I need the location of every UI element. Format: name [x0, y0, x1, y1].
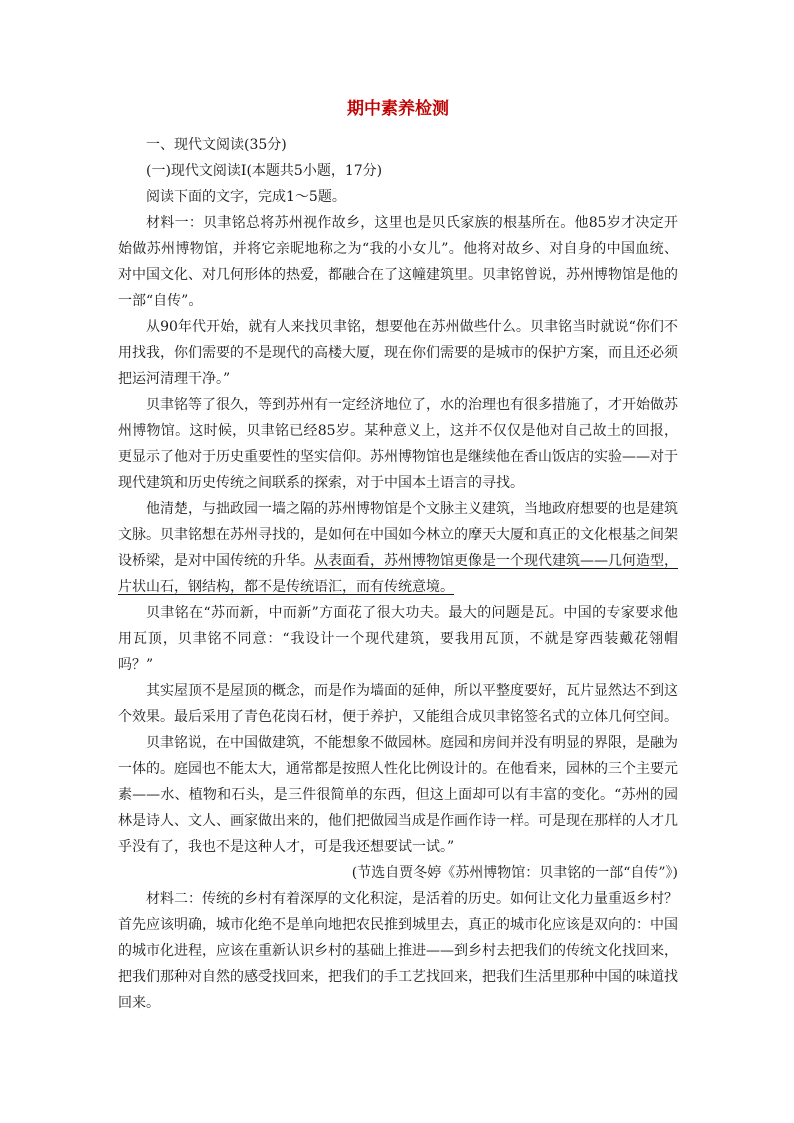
paragraph-material-2: 材料二：传统的乡村有着深厚的文化积淀，是活着的历史。如何让文化力量重返乡村？首先应该明确，城市化绝不是单向地把农民推到城里去，真正的城市化应该是双向的：中国的城市化进程，应该在重新认识乡村的基础上推进——到乡村去把我们的传统文化找回来，把我们那种对自然的感受找回来，把我们的手工艺找回来，把我们生活里那种中国的味道找回来。	[118, 891, 678, 1011]
paragraph-5: 贝聿铭在“苏而新，中而新”方面花了很大功夫。最大的问题是瓦。中国的专家要求他用瓦顶，贝聿铭不同意：“我设计一个现代建筑，要我用瓦顶，不就是穿西装戴花翎帽吗？”	[118, 605, 678, 673]
paragraph-4	[118, 496, 678, 600]
page-title: 期中素养检测	[347, 99, 449, 119]
document-content	[118, 96, 678, 1016]
section-heading: 一、现代文阅读(35分)	[146, 137, 287, 153]
paragraph-3: 贝聿铭等了很久，等到苏州有一定经济地位了，水的治理也有很多措施了，才开始做苏州博物馆。这时候，贝聿铭已经85岁。某种意义上，这并不仅仅是他对自己故土的回报，更显示了他对于历史重要性的坚实信仰。苏州博物馆也是继续他在香山饭店的实验——对于现代建筑和历史传统之间联系的探索，对于中国本土语言的寻找。	[118, 397, 678, 491]
paragraph-2: 从90年代开始，就有人来找贝聿铭，想要他在苏州做些什么。贝聿铭当时就说“你们不用找我，你们需要的不是现代的高楼大厦，现在你们需要的是城市的保护方案，而且还必须把运河清理干净。”	[118, 319, 678, 387]
reading-instruction: 阅读下面的文字，完成1～5题。	[146, 189, 346, 205]
paragraph-7: 贝聿铭说，在中国做建筑，不能想象不做园林。庭园和房间并没有明显的界限，是融为一体的。庭园也不能太大，通常都是按照人性化比例设计的。在他看来，园林的三个主要元素——水、植物和石头，是三件很简单的东西，但这上面却可以有丰富的变化。“苏州的园林是诗人、文人、画家做出来的，他们把做园当成是作画作诗一样。可是现在那样的人才几乎没有了，我也不是这种人才，可是我还想要试一试。”	[118, 735, 678, 855]
source-citation: (节选自贾冬婷《苏州博物馆：贝聿铭的一部“自传”》)	[351, 865, 678, 881]
underlined-sentence: 从表面看，苏州博物馆更像是一个现代建筑——几何造型，片状山石，钢结构，都不是传统语汇，而有传统意境。	[118, 553, 678, 595]
subsection-heading: (一)现代文阅读Ⅰ(本题共5小题，17分)	[146, 163, 383, 179]
paragraph-6: 其实屋顶不是屋顶的概念，而是作为墙面的延伸，所以平整度要好，瓦片显然达不到这个效果。最后采用了青色花岗石材，便于养护，又能组合成贝聿铭签名式的立体几何空间。	[118, 683, 678, 725]
paragraph-material-1: 材料一：贝聿铭总将苏州视作故乡，这里也是贝氏家族的根基所在。他85岁才决定开始做苏州博物馆，并将它亲昵地称之为“我的小女儿”。他将对故乡、对自身的中国血统、对中国文化、对几何形体的热爱，都融合在了这幢建筑里。贝聿铭曾说，苏州博物馆是他的一部“自传”。	[118, 215, 678, 309]
paragraph-4-text: 他清楚，与拙政园一墙之隔的苏州博物馆是个文脉主义建筑，当地政府想要的也是建筑文脉。贝聿铭想在苏州寻找的，是如何在中国如今林立的摩天大厦和真正的文化根基之间架设桥梁，是对中国传统的升华。	[118, 501, 678, 569]
